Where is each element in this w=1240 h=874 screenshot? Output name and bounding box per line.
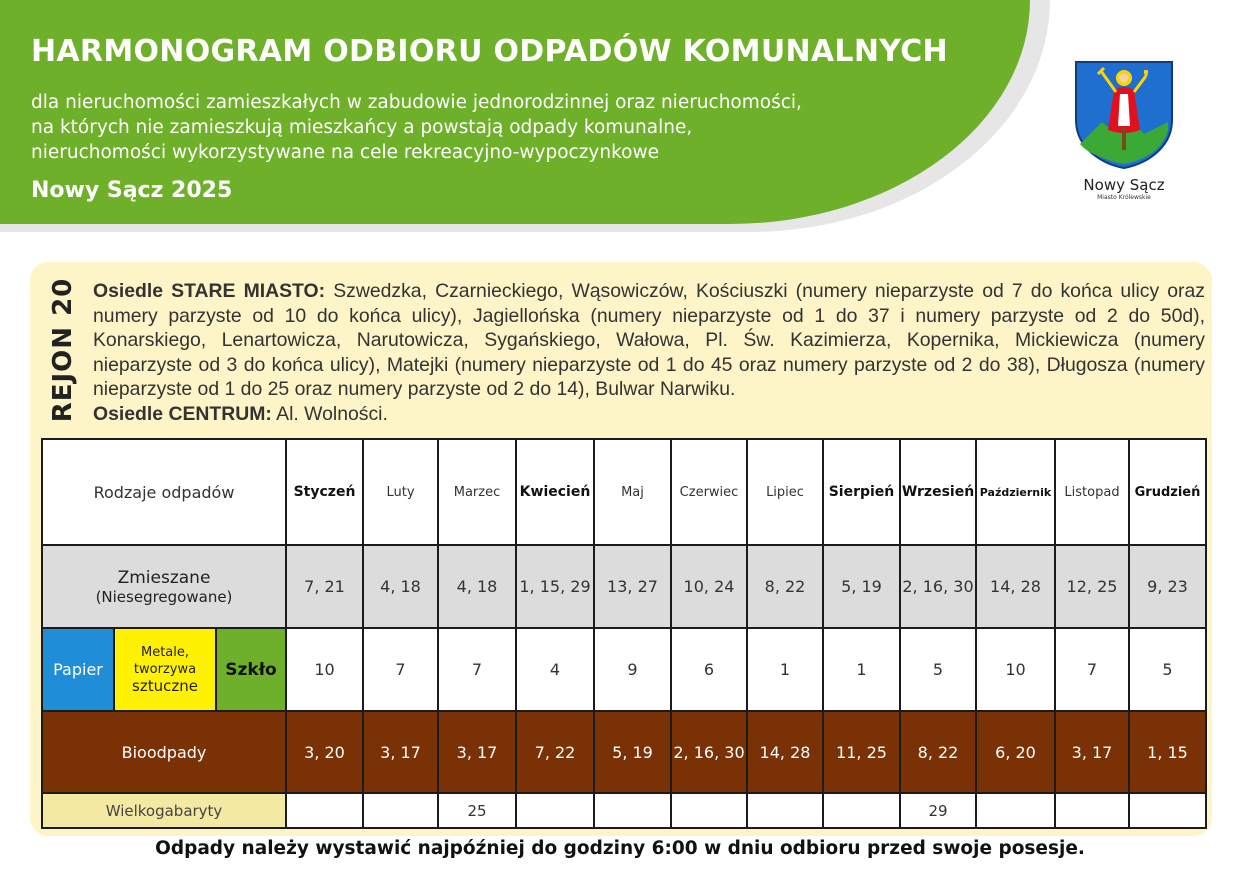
date-cell: 1 [823, 628, 900, 711]
month-header: Listopad [1055, 439, 1129, 545]
date-cell: 12, 25 [1055, 545, 1129, 628]
bio-waste-label: Bioodpady [42, 711, 286, 793]
city-year: Nowy Sącz 2025 [31, 178, 233, 203]
metal-plastic-label [113, 629, 217, 710]
glass-label: Szkło [217, 629, 285, 710]
date-cell: 25 [438, 793, 516, 828]
recyclables-row [42, 628, 1206, 711]
month-header: Czerwiec [671, 439, 747, 545]
page-subtitle [31, 90, 931, 165]
date-cell [671, 793, 747, 828]
osiedle-block [93, 402, 1205, 427]
date-cell: 3, 17 [363, 711, 438, 793]
schedule-table [41, 438, 1207, 829]
date-cell [1129, 793, 1206, 828]
date-cell: 7 [1055, 628, 1129, 711]
region-label [43, 275, 83, 425]
date-cell: 5, 19 [594, 711, 671, 793]
date-cell: 1 [747, 628, 823, 711]
waste-type-header: Rodzaje odpadów [42, 439, 286, 545]
header-banner [0, 0, 1030, 224]
date-cell [286, 793, 363, 828]
mixed-waste-row [42, 545, 1206, 628]
date-cell: 3, 17 [438, 711, 516, 793]
page-title: HARMONOGRAM ODBIORU ODPADÓW KOMUNALNYCH [31, 34, 948, 69]
month-header: Lipiec [747, 439, 823, 545]
street-list [93, 279, 1205, 427]
mixed-waste-label [42, 545, 286, 628]
date-cell [363, 793, 438, 828]
bio-waste-row [42, 711, 1206, 793]
date-cell: 9, 23 [1129, 545, 1206, 628]
metal-label-line: sztuczne [132, 677, 198, 695]
osiedle-streets: Al. Wolności. [271, 402, 388, 425]
date-cell: 14, 28 [747, 711, 823, 793]
paper-label: Papier [43, 629, 113, 710]
date-cell: 2, 16, 30 [900, 545, 976, 628]
date-cell: 7, 22 [516, 711, 594, 793]
recyclables-label [42, 628, 286, 711]
month-header: Wrzesień [900, 439, 976, 545]
date-cell: 6 [671, 628, 747, 711]
date-cell: 3, 17 [1055, 711, 1129, 793]
date-cell [594, 793, 671, 828]
mixed-label-main: Zmieszane [117, 567, 211, 588]
date-cell: 4, 18 [363, 545, 438, 628]
osiedle-name: Osiedle CENTRUM: [93, 402, 272, 425]
date-cell [823, 793, 900, 828]
date-cell: 1, 15, 29 [516, 545, 594, 628]
osiedle-name: Osiedle STARE MIASTO: [93, 280, 326, 302]
date-cell: 6, 20 [976, 711, 1055, 793]
mixed-label-sub: (Niesegregowane) [95, 587, 233, 606]
date-cell: 10, 24 [671, 545, 747, 628]
date-cell: 13, 27 [594, 545, 671, 628]
date-cell: 14, 28 [976, 545, 1055, 628]
subtitle-line: na których nie zamieszkują mieszkańcy a powstają odpady komunalne, [31, 117, 693, 138]
bulky-waste-label: Wielkogabaryty [42, 793, 286, 828]
date-cell: 7, 21 [286, 545, 363, 628]
date-cell: 8, 22 [747, 545, 823, 628]
metal-label-line: Metale, [140, 645, 190, 660]
date-cell: 5 [1129, 628, 1206, 711]
date-cell [747, 793, 823, 828]
date-cell [1055, 793, 1129, 828]
crest-subtitle: Miasto Królewskie [1097, 194, 1151, 201]
subtitle-line: dla nieruchomości zamieszkałych w zabudowie jednorodzinnej oraz nieruchomości, [31, 92, 802, 113]
month-header-row [42, 439, 1206, 545]
date-cell: 7 [363, 628, 438, 711]
subtitle-line: nieruchomości wykorzystywane na cele rekreacyjno-wypoczynkowe [31, 142, 659, 163]
footer-note: Odpady należy wystawić najpóźniej do godziny 6:00 w dniu odbioru przed swoje posesje. [155, 838, 1085, 859]
date-cell: 3, 20 [286, 711, 363, 793]
date-cell: 10 [286, 628, 363, 711]
date-cell: 29 [900, 793, 976, 828]
date-cell: 5 [900, 628, 976, 711]
date-cell: 4, 18 [438, 545, 516, 628]
date-cell: 5, 19 [823, 545, 900, 628]
month-header: Marzec [438, 439, 516, 545]
date-cell: 7 [438, 628, 516, 711]
date-cell [516, 793, 594, 828]
region-label-text: REJON 20 [48, 277, 78, 423]
date-cell: 4 [516, 628, 594, 711]
city-crest-icon [1074, 60, 1174, 170]
crest-city-name: Nowy Sącz [1083, 176, 1165, 194]
month-header: Luty [363, 439, 438, 545]
date-cell: 11, 25 [823, 711, 900, 793]
month-header: Październik [976, 439, 1055, 545]
metal-label-line: tworzywa [133, 662, 197, 677]
month-header: Kwiecień [516, 439, 594, 545]
month-header: Styczeń [286, 439, 363, 545]
date-cell: 1, 15 [1129, 711, 1206, 793]
bulky-waste-row [42, 793, 1206, 828]
osiedle-streets: Szwedzka, Czarnieckiego, Wąsowiczów, Kościuszki (numery nieparzyste od 7 do końca ulicy oraz numery parzyste od 10 do końca ulicy), Jagiellońska (numery nieparzyste od 1 do 37 i numery parzyste od 2 do 50d), Konarskiego, Lenartowicza, Narutowicza, Sygańskiego, Wałowa, Pl. Św. Kazimierza, Kopernika, Mickiewicza (numery nieparzyste od 3 do końca ulicy), Matejki (numery nieparzyste od 1 do 45 oraz numery parzyste od 2 do 38), Długosza (numery nieparzyste od 1 do 25 oraz numery parzyste od 2 do 14), Bulwar Narwiku. [93, 280, 1205, 401]
month-header: Grudzień [1129, 439, 1206, 545]
date-cell: 8, 22 [900, 711, 976, 793]
month-header: Maj [594, 439, 671, 545]
date-cell: 2, 16, 30 [671, 711, 747, 793]
date-cell: 10 [976, 628, 1055, 711]
month-header: Sierpień [823, 439, 900, 545]
date-cell [976, 793, 1055, 828]
date-cell: 9 [594, 628, 671, 711]
